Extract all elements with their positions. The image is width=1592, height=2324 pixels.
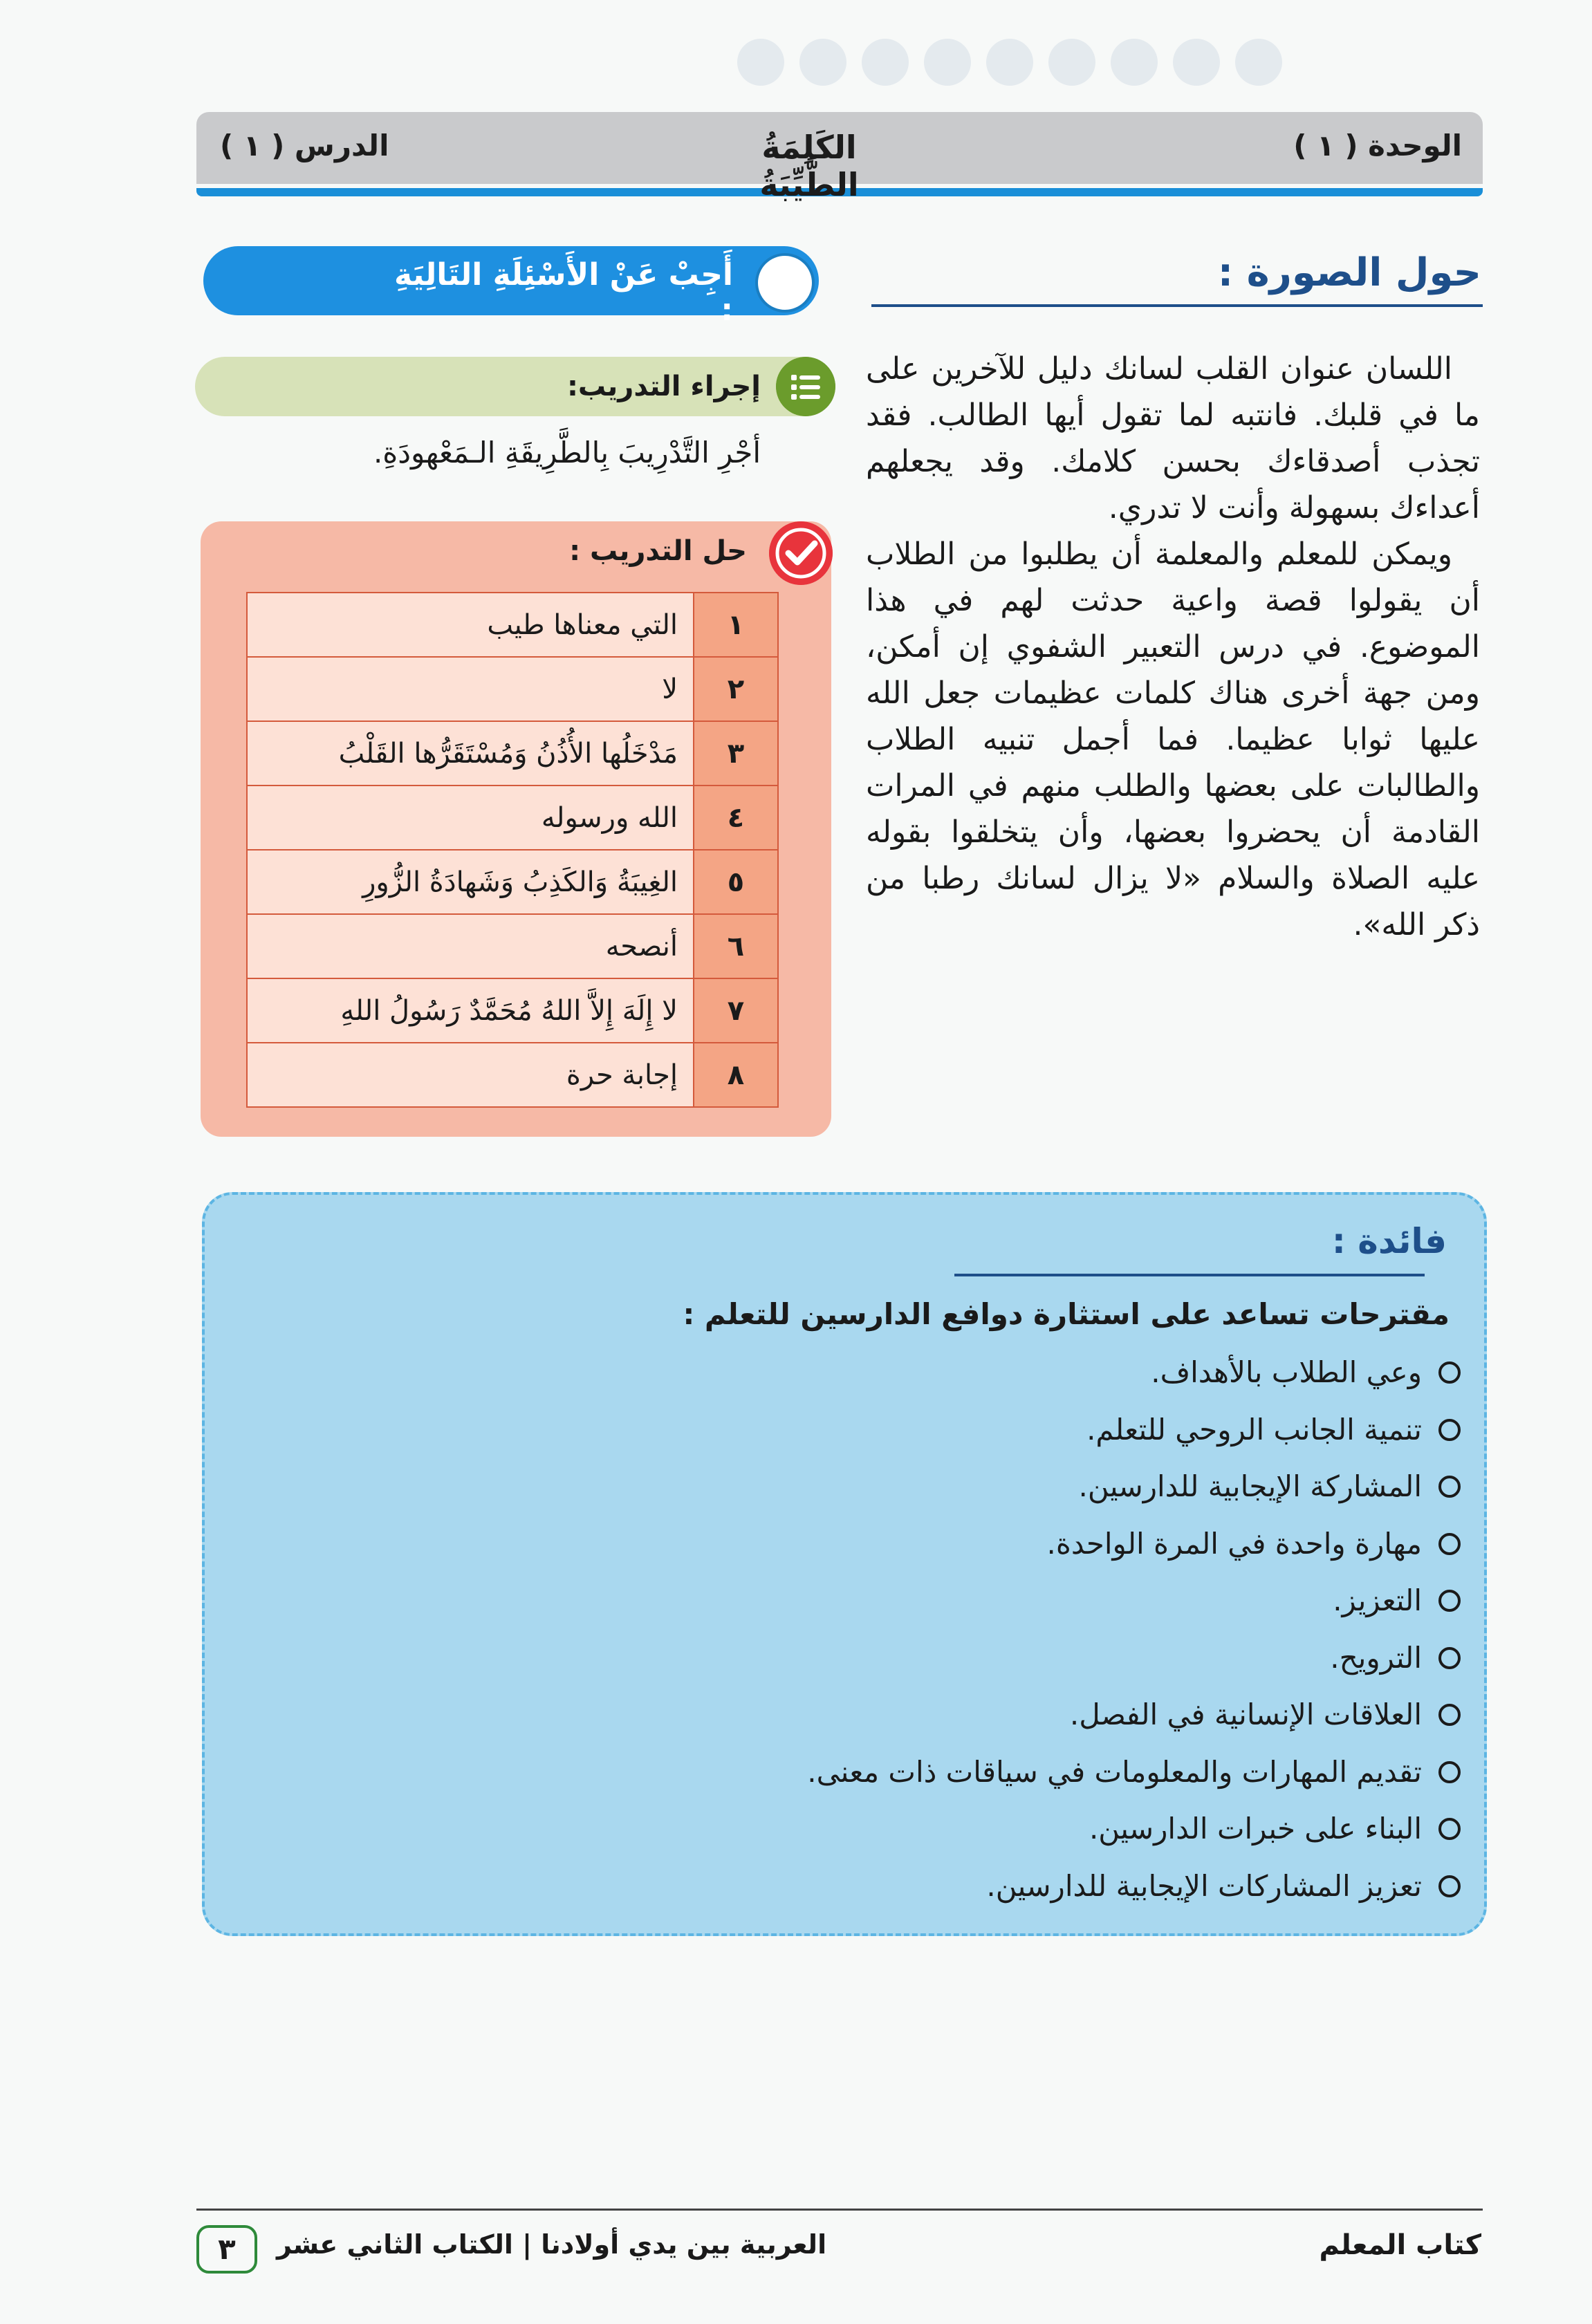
circle-bullet-icon <box>1438 1647 1461 1669</box>
row-answer: الغِيبَةُ وَالكَذِبُ وَشَهادَةُ الزُّورِ <box>247 850 694 914</box>
about-picture-title: حول الصورة : <box>1217 250 1481 295</box>
circle-bullet-icon <box>1438 1361 1461 1384</box>
list-item-text: تعزيز المشاركات الإيجابية للدارسين. <box>986 1868 1422 1903</box>
table-row <box>247 785 778 850</box>
list-item-text: مهارة واحدة في المرة الواحدة. <box>1046 1526 1422 1561</box>
list-item <box>492 1402 1461 1459</box>
list-item-text: المشاركة الإيجابية للدارسين. <box>1078 1469 1422 1504</box>
circle-bullet-icon <box>1438 1761 1461 1783</box>
table-row <box>247 914 778 978</box>
table-row <box>247 721 778 785</box>
row-number: ٨ <box>694 1043 778 1107</box>
page-number: ٣ <box>196 2225 257 2274</box>
background-tabs-decor <box>719 35 1480 90</box>
row-answer: الله ورسوله <box>247 785 694 850</box>
list-item <box>492 1744 1461 1801</box>
row-answer: أنصحه <box>247 914 694 978</box>
row-number: ٢ <box>694 657 778 721</box>
lesson-title: الكَلِمَةُ الطَّيِّبَةُ <box>759 129 859 203</box>
footer-series-title: العربية بين يدي أولادنا | الكتاب الثاني عشر <box>277 2229 827 2260</box>
checkmark-icon <box>769 521 833 585</box>
row-number: ٤ <box>694 785 778 850</box>
about-picture-paragraph: ويمكن للمعلم والمعلمة أن يطلبوا من الطلاب أن يقولوا قصة واعية حدثت لهم في هذا الموضوع. في درس التعبير الشفوي إن أمكن، ومن جهة أخرى هناك كلمات عظيمات جعل الله عليها ثوابا عظيما. فما أجمل تنبيه الطلاب والطالبات على بعضها والطلب منهم في المرات القادمة أن يحضروا بعضها، وأن يتخلقوا بقوله عليه الصلاة والسلام «لا يزال لسانك رطبا من ذكر الله». <box>866 537 1480 942</box>
procedure-label: إجراء التدريب: <box>566 371 761 402</box>
table-row <box>247 978 778 1043</box>
list-item <box>492 1686 1461 1744</box>
about-picture-underline <box>871 304 1483 307</box>
row-answer: إجابة حرة <box>247 1043 694 1107</box>
list-item <box>492 1458 1461 1516</box>
table-row <box>247 593 778 657</box>
circle-bullet-icon <box>1438 1533 1461 1555</box>
list-item <box>492 1630 1461 1687</box>
faida-underline <box>954 1274 1425 1276</box>
table-row <box>247 1043 778 1107</box>
footer-divider <box>196 2209 1483 2211</box>
row-number: ١ <box>694 593 778 657</box>
faida-heading: مقترحات تساعد على استثارة دوافع الدارسين للتعلم : <box>683 1297 1450 1331</box>
row-answer: لا إِلَهَ إِلاَّ اللهُ مُحَمَّدٌ رَسُولُ اللهِ <box>247 978 694 1043</box>
list-item-text: العلاقات الإنسانية في الفصل. <box>1069 1698 1422 1732</box>
solution-table <box>246 592 779 1108</box>
circle-bullet-icon <box>1438 1590 1461 1612</box>
row-answer: مَدْخَلُها الأُذُنُ وَمُسْتَقَرُّها القَلْبُ <box>247 721 694 785</box>
table-row <box>247 850 778 914</box>
table-row <box>247 657 778 721</box>
list-item-text: التعزيز. <box>1333 1583 1422 1618</box>
list-item-text: الترويح. <box>1330 1640 1422 1675</box>
footer-book-label: كتاب المعلم <box>1319 2229 1481 2261</box>
circle-bullet-icon <box>1438 1818 1461 1840</box>
solution-label: حل التدريب : <box>569 535 747 567</box>
list-item-text: تنمية الجانب الروحي للتعلم. <box>1086 1412 1422 1447</box>
lesson-number-label: الدرس ( ١ ) <box>220 129 389 162</box>
list-item <box>492 1858 1461 1915</box>
row-number: ٥ <box>694 850 778 914</box>
row-number: ٣ <box>694 721 778 785</box>
about-picture-paragraph: اللسان عنوان القلب لسانك دليل للآخرين على ما في قلبك. فانتبه لما تقول أيها الطالب. فقد تجذب أصدقاءك بحسن كلامك. وقد يجعلهم أعداءك بسهولة وأنت لا تدري. <box>866 351 1480 526</box>
questions-title: أَجِبْ عَنْ الأَسْئِلَةِ التَالِيَةِ : <box>394 257 733 328</box>
circle-bullet-icon <box>1438 1704 1461 1726</box>
list-item <box>492 1572 1461 1630</box>
about-picture-text <box>866 346 1480 948</box>
questions-circle-icon <box>755 253 815 313</box>
list-item-text: وعي الطلاب بالأهداف. <box>1151 1355 1422 1390</box>
list-item-text: تقديم المهارات والمعلومات في سياقات ذات معنى. <box>807 1754 1422 1789</box>
list-item <box>492 1344 1461 1402</box>
unit-label: الوحدة ( ١ ) <box>1293 129 1462 162</box>
row-number: ٧ <box>694 978 778 1043</box>
row-answer: لا <box>247 657 694 721</box>
list-item <box>492 1516 1461 1573</box>
circle-bullet-icon <box>1438 1419 1461 1441</box>
circle-bullet-icon <box>1438 1476 1461 1498</box>
row-number: ٦ <box>694 914 778 978</box>
list-item <box>492 1801 1461 1858</box>
faida-title: فائدة : <box>1331 1221 1447 1261</box>
list-icon <box>776 357 835 416</box>
faida-list <box>492 1344 1461 1915</box>
procedure-text: أجْرِ التَّدْرِيبَ بِالطَّرِيقَةِ الـمَعْهودَةِ. <box>373 436 761 470</box>
circle-bullet-icon <box>1438 1875 1461 1897</box>
row-answer: التي معناها طيب <box>247 593 694 657</box>
list-item-text: البناء على خبرات الدارسين. <box>1089 1812 1422 1846</box>
